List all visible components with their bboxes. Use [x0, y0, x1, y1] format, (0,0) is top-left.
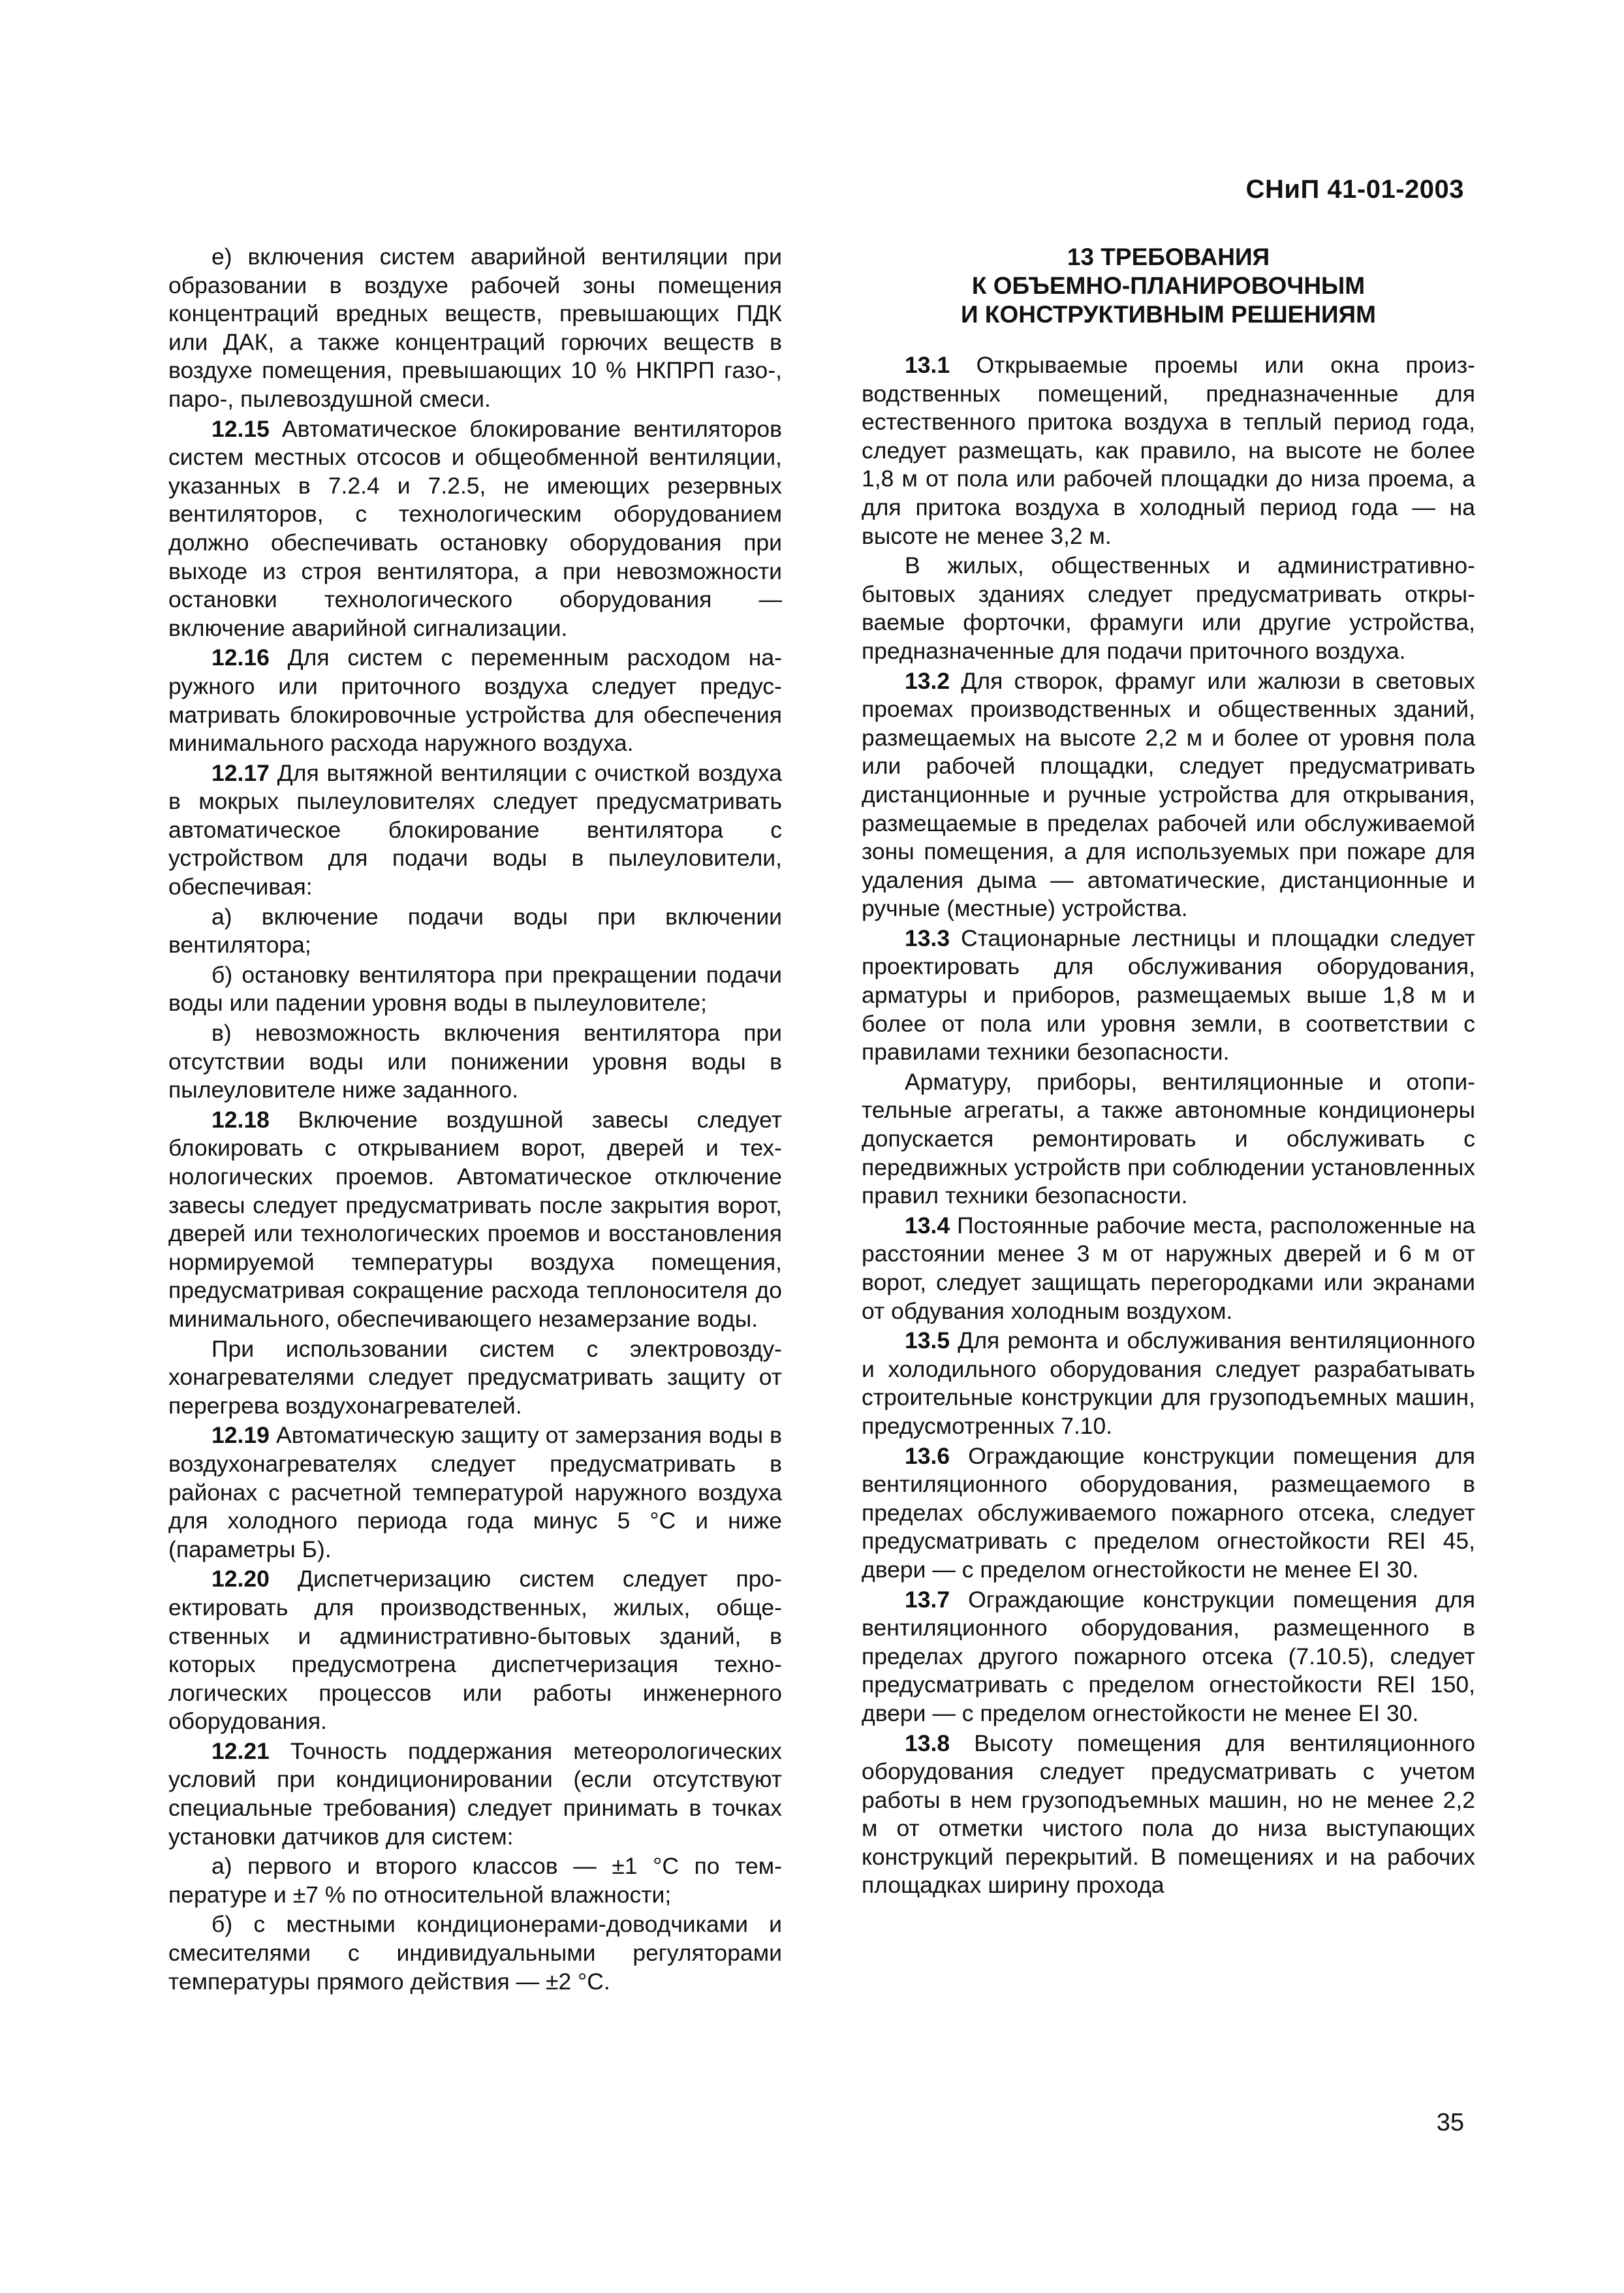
clause-number: 12.16 — [211, 644, 270, 671]
paragraph-12-19 — [168, 1421, 782, 1564]
paragraph-13-3-cont — [862, 1068, 1475, 1210]
clause-number: 13.4 — [905, 1212, 950, 1239]
paragraph-12-18-cont — [168, 1335, 782, 1421]
paragraph-text: Постоянные рабочие места, расположенные на расстоянии менее 3 м от наружных дверей и 6 м от ворот, следует защищать перегородками или экранами от обдувания холодным воздухом. — [862, 1212, 1475, 1324]
section-title-line-3: И КОНСТРУКТИВНЫМ РЕШЕНИЯМ — [961, 301, 1376, 328]
clause-number: 13.2 — [905, 667, 950, 694]
paragraph-12-15 — [168, 415, 782, 643]
paragraph-text: Для ремонта и обслуживания вентиляционного и холодильного оборудования следует разрабатывать строительные конструкции для грузоподъемных машин, предусмотренных 7.10. — [862, 1327, 1475, 1439]
paragraph-12-16 — [168, 644, 782, 757]
paragraph-text: Стационарные лестницы и площадки следует проектировать для обслуживания оборудования, арматуры и приборов, размещаемых выше 1,8 м и более от пола или уровня земли, в соответствии с правилами техники безопасности. — [862, 925, 1475, 1066]
paragraph-12-14-e — [168, 243, 782, 414]
paragraph-text: б) остановку вентилятора при прекращении подачи воды или падении уровня воды в пылеуловителе; — [168, 961, 782, 1017]
clause-number: 13.1 — [905, 352, 950, 378]
paragraph-text: Автоматическое блокирование вентиляторов систем местных отсосов и общеобменной вентиляции, указанных в 7.2.4 и 7.2.5, не имеющих резервных вентиляторов, с технологическим оборудованием должно обеспечивать остановку оборудования при выходе из строя вентилятора, а при невозможности остановки технологического оборудования — включение аварийной сигнализации. — [168, 415, 782, 641]
paragraph-13-4 — [862, 1212, 1475, 1325]
clause-number: 13.3 — [905, 925, 950, 951]
paragraph-text: в) невозможность включения вентилятора при отсутствии воды или понижении уровня воды в пылеуловителе ниже заданного. — [168, 1020, 782, 1103]
paragraph-text: Для систем с переменным расходом наружного или приточного воздуха следует предусматривать блокировочные устройства для обеспечения минимального расхода наружного воздуха. — [168, 644, 782, 757]
clause-number: 13.7 — [905, 1586, 950, 1613]
paragraph-12-20 — [168, 1565, 782, 1736]
section-title-line-2: К ОБЪЕМНО-ПЛАНИРОВОЧНЫМ — [971, 272, 1366, 299]
right-text-column — [862, 243, 1475, 1901]
paragraph-text: Точность поддержания метеорологических условий при кондиционировании (если отсутствуют специальные требования) следует принимать в точках установки датчиков для систем: — [168, 1737, 782, 1850]
paragraph-text: Для вытяжной вентиляции с очисткой воздуха в мокрых пылеуловителях следует предусматривать автоматическое блокирование вентилятора с устройством для подачи воды в пылеуловители, обеспечивая: — [168, 759, 782, 900]
paragraph-13-6 — [862, 1442, 1475, 1585]
list-item-b — [168, 961, 782, 1018]
list-item-a-2 — [168, 1852, 782, 1909]
paragraph-13-3 — [862, 925, 1475, 1067]
paragraph-13-1 — [862, 351, 1475, 550]
list-item-b-2 — [168, 1910, 782, 1996]
paragraph-13-7 — [862, 1586, 1475, 1728]
paragraph-13-8 — [862, 1730, 1475, 1901]
clause-number: 12.17 — [211, 759, 270, 786]
left-text-column — [168, 243, 782, 1997]
document-code-header: СНиП 41-01-2003 — [1245, 175, 1464, 204]
paragraph-text: При использовании систем с электровоздухонагревателями следует предусматривать защиту от перегрева воздухонагревателей. — [168, 1335, 782, 1419]
paragraph-text: Арматуру, приборы, вентиляционные и отопительные агрегаты, а также автономные кондиционеры допускается ремонтировать и обслуживать с передвижных устройств при соблюдении установленных правил техники безопасности. — [862, 1068, 1475, 1209]
section-title — [862, 243, 1475, 329]
clause-number: 13.5 — [905, 1327, 950, 1354]
paragraph-text: В жилых, общественных и административно-бытовых зданиях следует предусматривать открываемые форточки, фрамуги или другие устройства, предназначенные для подачи приточного воздуха. — [862, 552, 1475, 664]
clause-number: 12.19 — [211, 1422, 270, 1449]
paragraph-text: б) с местными кондиционерами-доводчиками и смесителями с индивидуальными регуляторами температуры прямого действия — ±2 °С. — [168, 1911, 782, 1995]
clause-number: 12.15 — [211, 415, 270, 442]
paragraph-text: а) первого и второго классов — ±1 °С по температуре и ±7 % по относительной влажности; — [168, 1853, 782, 1908]
page-number: 35 — [1436, 2109, 1464, 2136]
paragraph-12-18 — [168, 1106, 782, 1334]
paragraph-text: Диспетчеризацию систем следует проектировать для производственных, жилых, общественных и административно-бытовых зданий, в которых предусмотрена диспетчеризация технологических процессов или работы инженерного оборудования. — [168, 1566, 782, 1735]
paragraph-text: Ограждающие конструкции помещения для вентиляционного оборудования, размещаемого в пределах обслуживаемого пожарного отсека, следует предусматривать с пределом огнестойкости REI 45, двери — с пределом огнестойкости не менее EI 30. — [862, 1442, 1475, 1583]
paragraph-13-5 — [862, 1327, 1475, 1440]
paragraph-text: Автоматическую защиту от замерзания воды в воздухонагревателях следует предусматривать в районах с расчетной температурой наружного воздуха для холодного периода года минус 5 °С и ниже (параметры Б). — [168, 1422, 782, 1562]
paragraph-text: Ограждающие конструкции помещения для вентиляционного оборудования, размещенного в пределах другого пожарного отсека (7.10.5), следует предусматривать с пределом огнестойкости REI 150, двери — с пределом огнестойкости не менее EI 30. — [862, 1586, 1475, 1726]
clause-number: 13.6 — [905, 1442, 950, 1469]
paragraph-12-21 — [168, 1737, 782, 1851]
clause-number: 12.18 — [211, 1106, 270, 1133]
list-item-a — [168, 903, 782, 960]
clause-number: 13.8 — [905, 1730, 950, 1756]
clause-number: 12.21 — [211, 1737, 270, 1764]
paragraph-text: Высоту помещения для вентиляционного оборудования следует предусматривать с учетом работы в нем грузоподъемных машин, но не менее 2,2 м от отметки чистого пола до низа выступающих конструкций перекрытий. В помещениях и на рабочих площадках ширину прохода — [862, 1730, 1475, 1899]
paragraph-13-1-cont — [862, 552, 1475, 665]
paragraph-text: Для створок, фрамуг или жалюзи в световых проемах производственных и общественных зданий, размещаемых на высоте 2,2 м и более от уровня пола или рабочей площадки, следует предусматривать дистанционные и ручные устройства для открывания, размещаемые в пределах рабочей или обслуживаемой зоны помещения, а для используемых при пожаре для удаления дыма — автоматические, дистанционные и ручные (местные) устройства. — [862, 667, 1475, 922]
paragraph-12-17 — [168, 759, 782, 902]
clause-number: 12.20 — [211, 1566, 270, 1592]
paragraph-text: е) включения систем аварийной вентиляции при образовании в воздухе рабочей зоны помещения концентраций вредных веществ, превышающих ПДК или ДАК, а также концентраций горючих веществ в воздухе помещения, превышающих 10 % НКПРП газо-, паро-, пылевоздушной смеси. — [168, 244, 782, 412]
paragraph-text: Включение воздушной завесы следует блокировать с открыванием ворот, дверей и технологических проемов. Автоматическое отключение завесы следует предусматривать после закрытия ворот, дверей или технологических проемов и восстановления нормируемой температуры воздуха помещения, предусматривая сокращение расхода теплоносителя до минимального, обеспечивающего незамерзание воды. — [168, 1106, 782, 1332]
paragraph-13-2 — [862, 667, 1475, 923]
paragraph-text: Открываемые проемы или окна производственных помещений, предназначенные для естественного притока воздуха в теплый период года, следует размещать, как правило, на высоте не более 1,8 м от пола или рабочей площадки до низа проема, а для притока воздуха в холодный период года — на высоте не менее 3,2 м. — [862, 352, 1475, 549]
paragraph-text: а) включение подачи воды при включении вентилятора; — [168, 903, 782, 958]
section-title-line-1: 13 ТРЕБОВАНИЯ — [1067, 244, 1270, 270]
list-item-v — [168, 1019, 782, 1105]
